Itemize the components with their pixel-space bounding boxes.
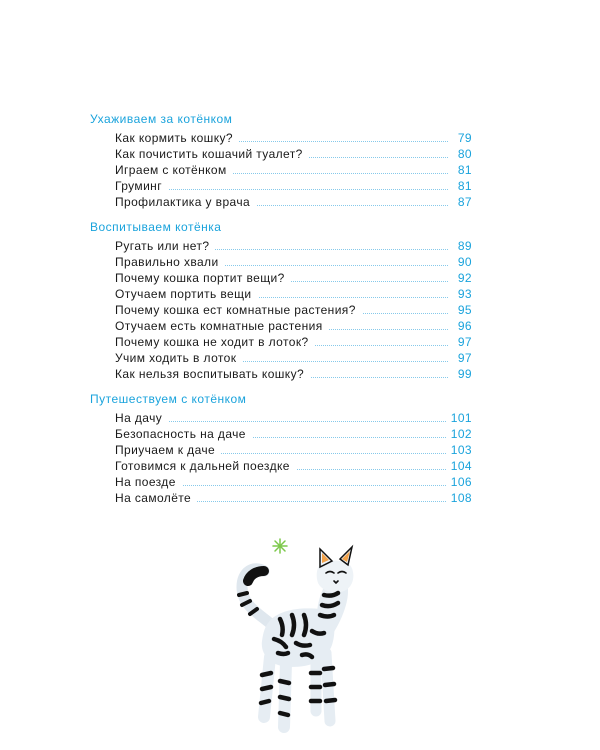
sparkle-icon: [273, 539, 287, 553]
entry-label: Отучаем есть комнатные растения: [115, 319, 329, 333]
section-title: Путешествуем с котёнком: [90, 392, 247, 406]
entry-label: Профилактика у врача: [115, 195, 256, 209]
striped-cat-illustration: [220, 535, 370, 735]
page-number: 99: [454, 366, 472, 382]
toc-entry[interactable]: [115, 366, 472, 382]
page-number: 90: [454, 254, 472, 270]
entry-label: Как нельзя воспитывать кошку?: [115, 367, 310, 381]
page-number: 87: [454, 194, 472, 210]
toc-entry[interactable]: [115, 458, 472, 474]
toc-entry[interactable]: [115, 270, 472, 286]
page-number: 89: [454, 238, 472, 254]
entry-label: Играем с котёнком: [115, 163, 233, 177]
page-number: 106: [447, 474, 472, 490]
toc-section-travel: [90, 388, 472, 506]
toc-entry[interactable]: [115, 254, 472, 270]
entry-label: Почему кошка не ходит в лоток?: [115, 335, 315, 349]
page-number: 93: [454, 286, 472, 302]
toc-entry[interactable]: [115, 286, 472, 302]
entry-label: На поезде: [115, 475, 182, 489]
toc-entry[interactable]: [115, 146, 472, 162]
entry-label: Безопасность на даче: [115, 427, 252, 441]
page-number: 81: [454, 162, 472, 178]
entry-label: Как кормить кошку?: [115, 131, 239, 145]
page-number: 108: [447, 490, 472, 506]
entry-label: На дачу: [115, 411, 168, 425]
toc-entry[interactable]: [115, 334, 472, 350]
toc-entry[interactable]: [115, 178, 472, 194]
toc-entry[interactable]: [115, 410, 472, 426]
toc-entry[interactable]: [115, 318, 472, 334]
toc-entry[interactable]: [115, 302, 472, 318]
entry-label: Учим ходить в лоток: [115, 351, 242, 365]
page-number: 92: [454, 270, 472, 286]
page-number: 95: [454, 302, 472, 318]
entry-label: Отучаем портить вещи: [115, 287, 258, 301]
page-number: 97: [454, 350, 472, 366]
entry-label: Готовимся к дальней поездке: [115, 459, 296, 473]
toc-entry[interactable]: [115, 238, 472, 254]
entry-label: Почему кошка ест комнатные растения?: [115, 303, 362, 317]
entry-label: На самолёте: [115, 491, 197, 505]
toc-section-care: [90, 108, 472, 210]
page-number: 101: [447, 410, 472, 426]
toc-entry[interactable]: [115, 474, 472, 490]
toc-entry[interactable]: [115, 162, 472, 178]
entry-label: Груминг: [115, 179, 168, 193]
entry-label: Почему кошка портит вещи?: [115, 271, 291, 285]
page-number: 102: [447, 426, 472, 442]
toc-section-training: [90, 216, 472, 382]
page-number: 104: [447, 458, 472, 474]
toc-entry[interactable]: [115, 426, 472, 442]
entry-label: Как почистить кошачий туалет?: [115, 147, 309, 161]
toc-entry[interactable]: [115, 194, 472, 210]
page-number: 103: [447, 442, 472, 458]
page-number: 81: [454, 178, 472, 194]
page-number: 96: [454, 318, 472, 334]
page-number: 79: [454, 130, 472, 146]
toc-entry[interactable]: [115, 350, 472, 366]
toc-entry[interactable]: [115, 442, 472, 458]
section-title: Ухаживаем за котёнком: [90, 112, 233, 126]
page-number: 97: [454, 334, 472, 350]
entry-label: Приучаем к даче: [115, 443, 221, 457]
table-of-contents: [90, 108, 472, 512]
entry-label: Ругать или нет?: [115, 239, 215, 253]
section-title: Воспитываем котёнка: [90, 220, 222, 234]
page-number: 80: [454, 146, 472, 162]
entry-label: Правильно хвали: [115, 255, 225, 269]
toc-entry[interactable]: [115, 490, 472, 506]
toc-entry[interactable]: [115, 130, 472, 146]
